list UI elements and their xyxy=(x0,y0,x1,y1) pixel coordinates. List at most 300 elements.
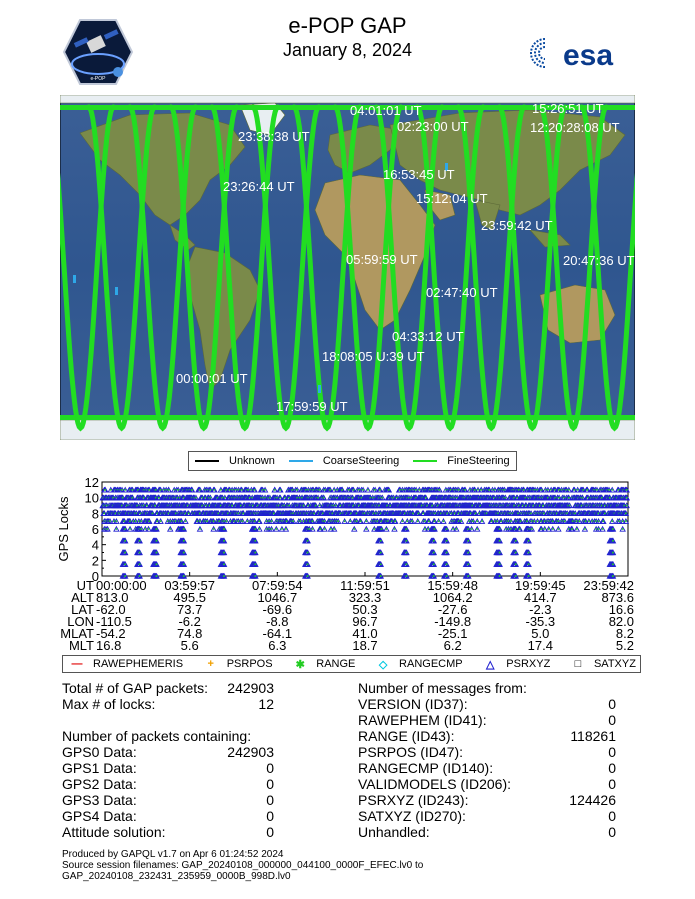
range-point xyxy=(418,513,420,515)
range-point xyxy=(433,540,435,542)
range-point xyxy=(255,540,257,542)
range-point xyxy=(254,489,256,491)
range-point xyxy=(199,520,201,522)
range-point xyxy=(132,497,134,499)
range-point xyxy=(104,489,106,491)
range-point xyxy=(341,489,343,491)
range-point xyxy=(419,489,421,491)
orbit-time-label: 17:59:59 UT xyxy=(276,399,348,414)
range-point xyxy=(431,505,433,507)
range-point xyxy=(199,528,201,530)
orbit-time-label: 02:47:40 UT xyxy=(426,285,498,300)
range-point xyxy=(313,513,315,515)
range-point xyxy=(380,540,382,542)
range-point xyxy=(320,528,322,530)
range-point xyxy=(578,520,580,522)
range-point xyxy=(476,520,478,522)
orbit-time-label: 04:01:01 UT xyxy=(350,103,422,118)
range-point xyxy=(520,520,522,522)
y-tick-label: 12 xyxy=(84,478,99,490)
range-point xyxy=(434,528,436,530)
range-point xyxy=(433,552,435,554)
range-point xyxy=(323,497,325,499)
range-point xyxy=(109,520,111,522)
range-point xyxy=(433,575,435,577)
range-point xyxy=(603,520,605,522)
range-point xyxy=(582,489,584,491)
range-point xyxy=(247,489,249,491)
range-point xyxy=(499,528,501,530)
range-point xyxy=(274,489,276,491)
page-title: e-POP GAP xyxy=(288,13,407,38)
orbit-time-label: 18:08:05 U:39 UT xyxy=(322,349,425,364)
range-point xyxy=(329,489,331,491)
range-point xyxy=(542,505,544,507)
range-point xyxy=(353,528,355,530)
range-point xyxy=(344,520,346,522)
range-point xyxy=(271,520,273,522)
range-point xyxy=(307,575,309,577)
range-point xyxy=(223,528,225,530)
range-point xyxy=(185,520,187,522)
range-point xyxy=(379,489,381,491)
coarse-steering-mark xyxy=(73,275,76,283)
range-point xyxy=(491,520,493,522)
range-point xyxy=(255,552,257,554)
range-point xyxy=(428,520,430,522)
range-point xyxy=(443,520,445,522)
range-point xyxy=(541,528,543,530)
range-point xyxy=(366,528,368,530)
range-point xyxy=(288,505,290,507)
coarse-steering-mark xyxy=(318,385,321,393)
range-point xyxy=(139,540,141,542)
range-point xyxy=(177,489,179,491)
range-point xyxy=(220,489,222,491)
range-point xyxy=(168,489,170,491)
y-tick-label: 2 xyxy=(91,553,99,569)
range-point xyxy=(471,528,473,530)
range-point xyxy=(406,520,408,522)
range-point xyxy=(488,489,490,491)
range-point xyxy=(124,575,126,577)
y-tick-label: 0 xyxy=(91,569,99,584)
range-point xyxy=(116,528,118,530)
range-point xyxy=(188,513,190,515)
range-point xyxy=(415,489,417,491)
range-point xyxy=(226,520,228,522)
range-point xyxy=(477,489,479,491)
orbit-time-label: 23:59:42 UT xyxy=(481,218,553,233)
range-point xyxy=(280,489,282,491)
range-point xyxy=(425,497,427,499)
range-point xyxy=(609,497,611,499)
range-point xyxy=(169,528,171,530)
range-point xyxy=(254,520,256,522)
range-point xyxy=(157,520,159,522)
range-point xyxy=(129,520,131,522)
epop-logo xyxy=(62,18,134,86)
range-point xyxy=(458,489,460,491)
range-point xyxy=(388,489,390,491)
range-point xyxy=(475,513,477,515)
orbit-time-label: 02:23:00 UT xyxy=(397,119,469,134)
range-point xyxy=(515,552,517,554)
range-point xyxy=(223,575,225,577)
orbit-time-label: 15:12:04 UT xyxy=(416,191,488,206)
range-point xyxy=(367,489,369,491)
range-point xyxy=(569,505,571,507)
range-point xyxy=(406,563,408,565)
range-point xyxy=(394,528,396,530)
range-point xyxy=(154,505,156,507)
range-point xyxy=(122,497,124,499)
range-point xyxy=(141,520,143,522)
range-point xyxy=(499,563,501,565)
range-point xyxy=(255,575,257,577)
range-point xyxy=(280,497,282,499)
range-point xyxy=(247,520,249,522)
range-point xyxy=(598,520,600,522)
range-point xyxy=(374,489,376,491)
range-point xyxy=(146,505,148,507)
range-point xyxy=(121,489,123,491)
range-point xyxy=(406,540,408,542)
range-point xyxy=(286,520,288,522)
range-point xyxy=(501,520,503,522)
range-point xyxy=(533,520,535,522)
range-point xyxy=(349,520,351,522)
range-point xyxy=(481,520,483,522)
range-point xyxy=(460,520,462,522)
range-point xyxy=(439,489,441,491)
range-point xyxy=(132,489,134,491)
range-point xyxy=(424,520,426,522)
range-point xyxy=(472,520,474,522)
range-point xyxy=(195,497,197,499)
range-point xyxy=(156,563,158,565)
range-point xyxy=(110,489,112,491)
range-point xyxy=(124,489,126,491)
range-point xyxy=(528,552,530,554)
range-point xyxy=(214,489,216,491)
orbit-time-label: 15:26:51 UT xyxy=(532,101,604,116)
range-point xyxy=(515,528,517,530)
legend-unknown xyxy=(195,455,275,467)
range-point xyxy=(366,520,368,522)
range-point xyxy=(116,520,118,522)
range-point xyxy=(255,563,257,565)
range-point xyxy=(335,505,337,507)
range-point xyxy=(124,528,126,530)
range-point xyxy=(223,563,225,565)
range-point xyxy=(515,563,517,565)
range-point xyxy=(601,497,603,499)
range-point xyxy=(564,520,566,522)
range-point xyxy=(423,513,425,515)
range-point xyxy=(417,520,419,522)
range-point xyxy=(296,489,298,491)
orbit-time-label: 04:33:12 UT xyxy=(392,329,464,344)
range-point xyxy=(143,497,145,499)
range-point xyxy=(242,520,244,522)
range-point xyxy=(446,575,448,577)
orbit-time-label: 16:53:45 UT xyxy=(383,167,455,182)
range-point xyxy=(510,520,512,522)
range-point xyxy=(276,528,278,530)
range-point xyxy=(568,489,570,491)
range-point xyxy=(584,528,586,530)
range-point xyxy=(255,528,257,530)
range-point xyxy=(576,528,578,530)
range-point xyxy=(362,489,364,491)
range-point xyxy=(585,520,587,522)
range-point xyxy=(476,528,478,530)
range-point xyxy=(360,520,362,522)
range-point xyxy=(456,528,458,530)
range-point xyxy=(519,528,521,530)
range-point xyxy=(598,528,600,530)
range-point xyxy=(526,520,528,522)
range-point xyxy=(129,528,131,530)
range-point xyxy=(199,489,201,491)
legend-coarse-steering xyxy=(289,455,399,467)
range-point xyxy=(602,528,604,530)
range-point xyxy=(223,540,225,542)
legend-label: Unknown xyxy=(229,455,275,467)
orbit-time-label: 12:20:28:08 UT xyxy=(530,120,620,135)
range-point xyxy=(333,489,335,491)
range-point xyxy=(424,528,426,530)
range-point xyxy=(552,520,554,522)
range-point xyxy=(411,520,413,522)
gps-locks-chart xyxy=(50,478,640,653)
map-legend xyxy=(188,451,517,471)
range-point xyxy=(543,513,545,515)
range-point xyxy=(156,540,158,542)
range-point xyxy=(300,520,302,522)
range-point xyxy=(494,489,496,491)
range-point xyxy=(558,528,560,530)
range-point xyxy=(141,528,143,530)
range-point xyxy=(307,563,309,565)
range-point xyxy=(380,563,382,565)
y-tick-label: 6 xyxy=(91,522,99,537)
range-point xyxy=(446,552,448,554)
range-point xyxy=(434,520,436,522)
range-point xyxy=(541,489,543,491)
range-point xyxy=(307,540,309,542)
range-point xyxy=(156,575,158,577)
range-point xyxy=(438,520,440,522)
range-point xyxy=(446,528,448,530)
range-point xyxy=(468,563,470,565)
range-point xyxy=(337,520,339,522)
range-point xyxy=(158,497,160,499)
range-point xyxy=(505,497,507,499)
range-point xyxy=(380,575,382,577)
orbit-time-label: 00:00:01 UT xyxy=(176,371,248,386)
range-point xyxy=(307,552,309,554)
range-point xyxy=(468,552,470,554)
range-point xyxy=(574,513,576,515)
range-point xyxy=(504,489,506,491)
range-point xyxy=(183,540,185,542)
range-point xyxy=(497,520,499,522)
range-point xyxy=(183,528,185,530)
range-point xyxy=(155,489,157,491)
range-point xyxy=(160,489,162,491)
orbit-time-label: 20:47:36 UT xyxy=(563,253,635,268)
range-point xyxy=(402,520,404,522)
range-point xyxy=(464,489,466,491)
range-point xyxy=(468,575,470,577)
range-point xyxy=(474,489,476,491)
y-tick-label: 4 xyxy=(91,537,99,553)
range-point xyxy=(530,513,532,515)
range-point xyxy=(149,489,151,491)
range-point xyxy=(356,520,358,522)
range-point xyxy=(124,540,126,542)
range-point xyxy=(281,528,283,530)
range-point xyxy=(148,528,150,530)
range-point xyxy=(308,528,310,530)
range-point xyxy=(374,528,376,530)
range-point xyxy=(412,513,414,515)
range-point xyxy=(107,528,109,530)
range-point xyxy=(568,497,570,499)
orbit-track xyxy=(60,415,635,420)
range-point xyxy=(446,563,448,565)
range-point xyxy=(243,513,245,515)
range-point xyxy=(381,528,383,530)
range-point xyxy=(139,563,141,565)
range-point xyxy=(523,489,525,491)
range-point xyxy=(319,489,321,491)
range-point xyxy=(571,528,573,530)
range-point xyxy=(210,489,212,491)
range-point xyxy=(528,540,530,542)
range-point xyxy=(352,497,354,499)
range-point xyxy=(210,497,212,499)
range-point xyxy=(285,528,287,530)
range-point xyxy=(312,528,314,530)
range-point xyxy=(382,497,384,499)
range-point xyxy=(303,505,305,507)
y-tick-label: 8 xyxy=(91,506,99,522)
range-point xyxy=(480,489,482,491)
range-point xyxy=(468,540,470,542)
range-point xyxy=(548,528,550,530)
range-point xyxy=(544,528,546,530)
range-point xyxy=(499,540,501,542)
range-point xyxy=(271,528,273,530)
range-point xyxy=(259,520,261,522)
range-point xyxy=(124,552,126,554)
range-point xyxy=(558,497,560,499)
range-point xyxy=(135,520,137,522)
range-point xyxy=(547,489,549,491)
range-point xyxy=(587,489,589,491)
range-point xyxy=(224,497,226,499)
range-point xyxy=(531,528,533,530)
range-point xyxy=(315,505,317,507)
coarse-steering-mark xyxy=(115,287,118,295)
range-point xyxy=(604,513,606,515)
range-point xyxy=(206,520,208,522)
range-point xyxy=(537,520,539,522)
range-point xyxy=(213,528,215,530)
range-point xyxy=(149,520,151,522)
range-point xyxy=(139,552,141,554)
range-point xyxy=(292,489,294,491)
range-point xyxy=(608,489,610,491)
range-point xyxy=(139,575,141,577)
range-point xyxy=(406,528,408,530)
range-point xyxy=(152,513,154,515)
range-point xyxy=(558,520,560,522)
range-point xyxy=(124,520,126,522)
range-point xyxy=(231,505,233,507)
range-point xyxy=(528,563,530,565)
range-point xyxy=(406,552,408,554)
legend-label: FineSteering xyxy=(447,455,510,467)
range-point xyxy=(324,528,326,530)
range-point xyxy=(433,563,435,565)
range-point xyxy=(223,552,225,554)
y-axis-label: GPS Locks xyxy=(56,496,71,562)
range-point xyxy=(156,528,158,530)
range-point xyxy=(156,552,158,554)
range-point xyxy=(259,528,261,530)
range-point xyxy=(588,520,590,522)
range-point xyxy=(528,575,530,577)
range-point xyxy=(183,552,185,554)
range-point xyxy=(292,520,294,522)
range-point xyxy=(264,489,266,491)
range-point xyxy=(104,513,106,515)
legend-label: CoarseSteering xyxy=(322,455,400,467)
range-point xyxy=(312,520,314,522)
range-point xyxy=(499,552,501,554)
range-point xyxy=(183,563,185,565)
range-point xyxy=(394,520,396,522)
range-point xyxy=(317,497,319,499)
range-point xyxy=(468,528,470,530)
range-point xyxy=(181,520,183,522)
orbit-time-label: 23:38:38 UT xyxy=(238,129,310,144)
range-point xyxy=(213,520,215,522)
range-point xyxy=(499,575,501,577)
range-point xyxy=(353,489,355,491)
range-point xyxy=(124,563,126,565)
range-point xyxy=(145,528,147,530)
range-point xyxy=(191,489,193,491)
range-point xyxy=(552,528,554,530)
range-point xyxy=(515,575,517,577)
range-point xyxy=(324,520,326,522)
y-tick-label: 10 xyxy=(84,490,99,506)
range-point xyxy=(596,489,598,491)
range-point xyxy=(446,540,448,542)
range-point xyxy=(333,528,335,530)
range-point xyxy=(577,489,579,491)
legend-fine-steering xyxy=(413,455,509,467)
range-point xyxy=(273,513,275,515)
range-point xyxy=(574,489,576,491)
page-date: January 8, 2024 xyxy=(282,40,413,60)
world-map xyxy=(60,95,635,440)
